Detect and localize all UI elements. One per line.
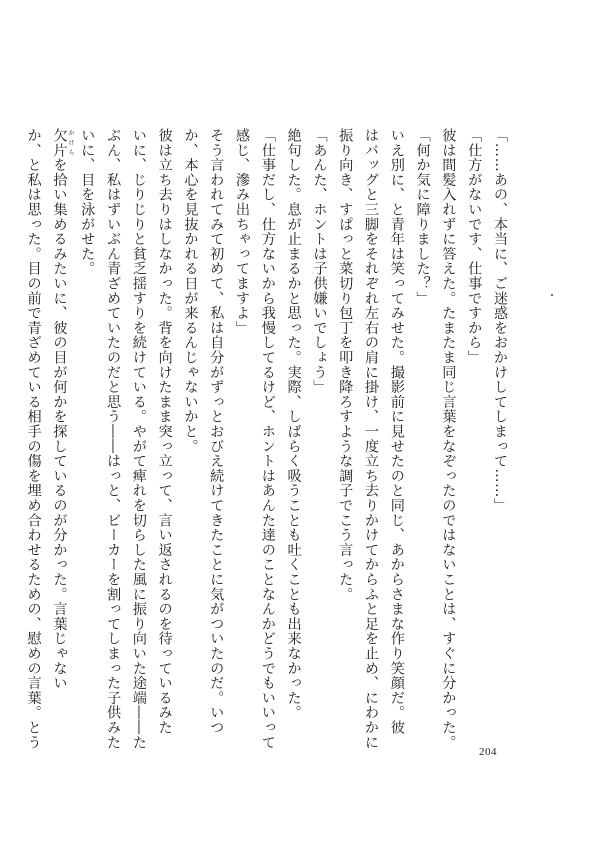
- text-line: か、と私は思った。目の前で青ざめている相手の傷を埋め合わせるための、慰めの言葉。とう: [25, 128, 42, 750]
- text-line: はバッグと三脚をそれぞれ左右の肩に掛け、一度立ち去りかけてからふと足を止め、にわかに: [363, 128, 380, 750]
- ruby-base-text: [51, 128, 74, 158]
- text-line: いえ別に、と青年は笑ってみせた。撮影前に見せたのと同じ、あからさまな作り笑顔だ。彼: [388, 128, 405, 735]
- text-line: か、本心を見抜かれる日が来るんじゃないかと。: [182, 128, 199, 454]
- text-line: 感じ、滲み出ちゃってますよ」: [234, 128, 251, 336]
- text-line: 振り向き、すぱっと菜切り包丁を叩き降ろすような調子でこう言った。: [337, 128, 354, 602]
- text-line: 絶句した。息が止まるかと思った。実際、しばらく吸うことも吐くことも出来なかった。: [285, 128, 302, 720]
- ruby-reading: かけら: [66, 128, 74, 158]
- text-line: ぶん、私はずいぶん青ざめていたのだと思う――はっと、ビーカーを割ってしまった子供みた: [105, 128, 122, 750]
- page-number: 204: [479, 746, 497, 758]
- text-line-with-ruby: [46, 128, 74, 724]
- print-speck: [551, 294, 553, 296]
- text-line: いに、目を泳がせた。: [79, 128, 96, 276]
- text-line: 「何か気に障りました？」: [414, 128, 431, 306]
- ruby-annotation: 欠片 かけら: [51, 128, 74, 158]
- text-line: 「……あの、本当に、ご迷惑をおかけしてしまって……」: [492, 128, 508, 513]
- text-line: 「仕事だし、仕方ないから我慢してるけど、ホントはあんた達のことなんかどうでもいいって: [259, 128, 276, 750]
- text-line: 彼は間髪入れずに答えた。たまたま同じ言葉をなぞったのではないことは、すぐに分かった。: [440, 128, 457, 750]
- vertical-text-body: [20, 128, 512, 750]
- text-line: 「あんた、ホントは子供嫌いでしょう」: [311, 128, 328, 395]
- text-line: 「仕方がないです、仕事ですから」: [466, 128, 483, 365]
- text-line: そう言われてみて初めて、私は自分がずっとおびえ続けてきたことに気がついたのだ。いつ: [208, 128, 225, 735]
- text-line-rest: を拾い集めるみたいに、彼の目が何かを探しているのが分かった。言葉じゃない: [51, 157, 68, 691]
- text-line: いに、じりじりと貧乏揺すりを続けている。やがて痺れを切らした風に振り向いた途端――た: [130, 128, 147, 750]
- text-line: 彼は立ち去りはしなかった。背を向けたまま突っ立って、言い返されるのを待っているみた: [156, 128, 173, 735]
